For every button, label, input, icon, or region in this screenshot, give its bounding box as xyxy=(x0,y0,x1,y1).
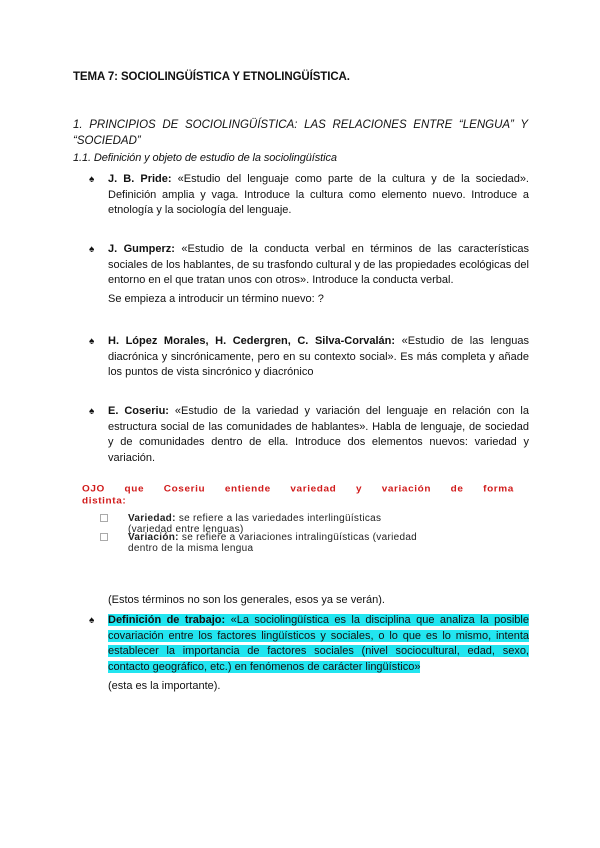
definition-text xyxy=(108,334,529,381)
author-name: Definición de trabajo: xyxy=(108,614,226,626)
spade-bullet-icon: ♠ xyxy=(89,615,95,626)
ojo-word: entiende xyxy=(224,483,271,495)
definition-working xyxy=(89,613,529,675)
author-name: E. Coseriu: xyxy=(108,405,169,417)
ojo-warning xyxy=(82,483,514,507)
term-text-cont: dentro de la misma lengua xyxy=(128,543,254,554)
spade-bullet-icon: ♠ xyxy=(89,336,95,347)
checkbox-icon xyxy=(100,514,108,522)
spade-bullet-icon: ♠ xyxy=(89,174,95,185)
term-label: Variación: xyxy=(128,532,179,543)
checkbox-icon xyxy=(100,533,108,541)
ojo-word: Coseriu xyxy=(163,483,206,495)
ojo-word: variedad xyxy=(290,483,337,495)
definition-coseriu xyxy=(89,404,529,466)
definition-body: «Estudio de la conducta verbal en términos de las características sociales de los hablantes, de su trasfondo cultural y de las propiedades ecológicas del entorno en el que tratan unos con otros». Introduce la conducta verbal. xyxy=(108,243,529,287)
definition-text xyxy=(108,404,529,466)
author-name: J. Gumperz: xyxy=(108,243,175,255)
definition-gumperz xyxy=(89,242,529,289)
important-note: (esta es la importante). xyxy=(108,680,221,692)
definition-text xyxy=(108,242,529,289)
ojo-word: OJO xyxy=(82,483,105,495)
variacion-item xyxy=(100,532,510,554)
terms-note: (Estos términos no son los generales, esos ya se verán). xyxy=(108,594,385,606)
embedded-note-image xyxy=(78,481,518,554)
gumperz-note: Se empieza a introducir un término nuevo: ? xyxy=(108,293,324,305)
spade-bullet-icon: ♠ xyxy=(89,244,95,255)
document-title: TEMA 7: SOCIOLINGÜÍSTICA Y ETNOLINGÜÍSTICA. xyxy=(73,71,350,83)
term-text-cont: (variedad entre lenguas) xyxy=(128,524,244,535)
subsection-heading: 1.1. Definición y objeto de estudio de la sociolingüística xyxy=(73,152,337,164)
ojo-word: forma xyxy=(483,483,514,495)
definition-body: «La sociolingüística es la disciplina que analiza la posible covariación entre los factores lingüísticos y sociales, o lo que es lo mismo, intenta establecer la importancia de factores sociales (nivel sociocultural, edad, sexo, contacto geográfico, etc.) en fenómenos de carácter lingüístico» xyxy=(108,614,529,673)
term-label: Variedad: xyxy=(128,513,176,524)
definition-pride xyxy=(89,172,529,219)
ojo-word: variación xyxy=(381,483,432,495)
definition-body: «Estudio de la variedad y variación del lenguaje en relación con la estructura social de las comunidades de hablantes». Habla de lenguaje, de sociedad y de comunidades dentro de ella. Introduce dos elementos nuevos: variedad y variación. xyxy=(108,405,529,464)
definition-text xyxy=(108,613,529,675)
author-name: J. B. Pride: xyxy=(108,173,172,185)
spade-bullet-icon: ♠ xyxy=(89,406,95,417)
term-text: se refiere a variaciones intralingüísticas (variedad xyxy=(178,532,418,543)
ojo-line-2: distinta: xyxy=(82,495,127,507)
definition-body: «Estudio del lenguaje como parte de la cultura y de la sociedad». Definición amplia y vaga. Introduce la cultura como elemento nuevo. Introduce a etnología y la sociología del lenguaje. xyxy=(108,173,529,217)
ojo-word: de xyxy=(450,483,464,495)
definition-text xyxy=(108,172,529,219)
term-text: se refiere a las variedades interlingüísticas xyxy=(175,513,382,524)
section-heading: 1. PRINCIPIOS DE SOCIOLINGÜÍSTICA: LAS RELACIONES ENTRE “LENGUA” Y “SOCIEDAD” xyxy=(73,119,528,147)
ojo-word: que xyxy=(124,483,145,495)
ojo-word: y xyxy=(355,483,363,495)
author-name: H. López Morales, H. Cedergren, C. Silva-Corvalán: xyxy=(108,335,396,347)
definition-body: «Estudio de las lenguas diacrónica y sincrónicamente, pero en su contexto social». Es más completa y añade los puntos de vista sincrónico y diacrónico xyxy=(108,335,529,379)
definition-lopez-morales xyxy=(89,334,529,381)
